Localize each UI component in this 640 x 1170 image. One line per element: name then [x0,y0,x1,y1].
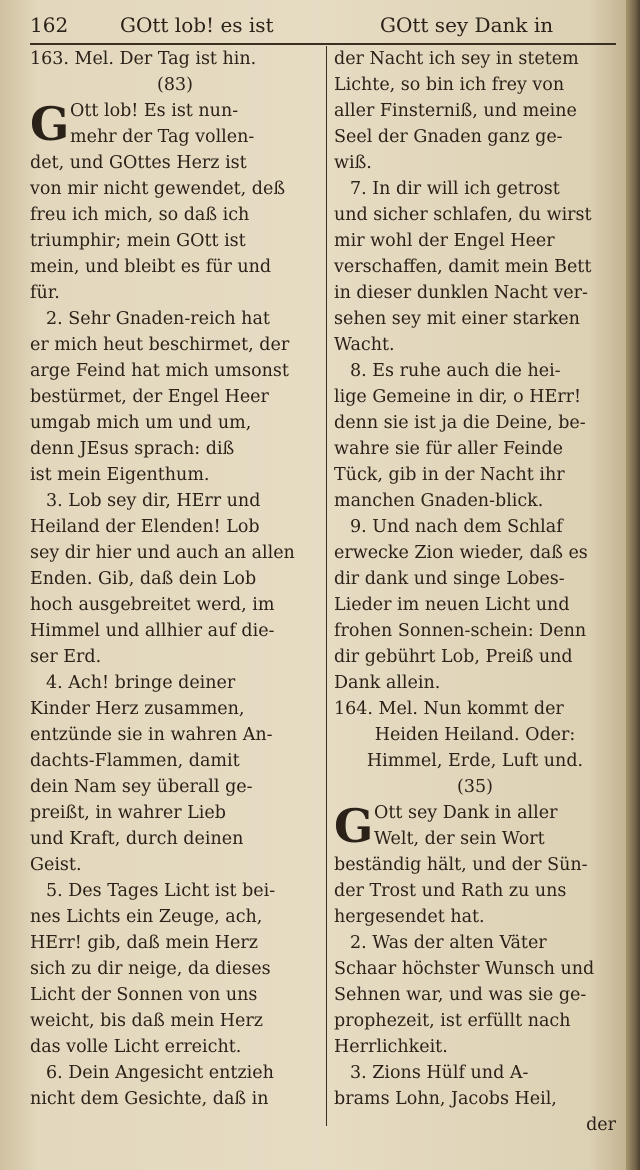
text-line: der Trost und Rath zu uns [334,881,567,901]
hymn-number: (35) [457,777,493,797]
text-line: dir gebührt Lob, Preiß und [334,647,573,667]
text-line: Tück, gib in der Nacht ihr [334,465,565,485]
left-running-head: GOtt lob! es ist [120,13,274,37]
text-line: sich zu dir neige, da dieses [30,959,271,979]
verse-start: 5. Des Tages Licht ist bei- [46,881,276,901]
hymn-heading: 163. Mel. Der Tag ist hin. [30,49,257,69]
text-line: bestürmet, der Engel Heer [30,387,269,407]
verse-start: 6. Dein Angesicht entzieh [46,1063,274,1083]
hymn-heading: 164. Mel. Nun kommt der [334,699,564,719]
page-number: 162 [30,13,69,37]
text-line: brams Lohn, Jacobs Heil, [334,1089,557,1109]
text-line: dachts-Flammen, damit [30,751,240,771]
header-rule [30,43,616,45]
text-line: Schaar höchster Wunsch und [334,959,595,979]
text-line: Welt, der sein Wort [374,829,545,849]
text-line: Enden. Gib, daß dein Lob [30,569,257,589]
text-line: Seel der Gnaden ganz ge- [334,127,563,147]
text-line: wiß. [334,153,372,173]
text-line: arge Feind hat mich umsonst [30,361,289,381]
text-line: weicht, bis daß mein Herz [30,1011,263,1031]
text-line: erwecke Zion wieder, daß es [334,543,588,563]
text-line: Ott lob! Es ist nun- [70,101,239,121]
drop-cap: G [30,97,70,151]
text-line: er mich heut beschirmet, der [30,335,290,355]
text-line: Sehnen war, und was sie ge- [334,985,587,1005]
drop-cap: G [334,799,374,853]
text-line: Licht der Sonnen von uns [30,985,258,1005]
text-line: triumphir; mein GOtt ist [30,231,246,251]
text-line: hoch ausgebreitet werd, im [30,595,275,615]
text-line: mein, und bleibt es für und [30,257,272,277]
text-line: nes Lichts ein Zeuge, ach, [30,907,263,927]
text-line: Dank allein. [334,673,441,693]
text-line: Geist. [30,855,82,875]
text-line: preißt, in wahrer Lieb [30,803,226,823]
hymn-melody: Heiden Heiland. Oder: [374,725,576,745]
page-edge [626,0,640,1170]
text-line: ser Erd. [30,647,102,667]
right-running-head: GOtt sey Dank in [380,13,554,37]
text-line: mir wohl der Engel Heer [334,231,555,251]
hymn-melody: Himmel, Erde, Luft und. [366,751,584,771]
text-line: der Nacht ich sey in stetem [334,49,579,69]
hymn-opening [30,98,320,150]
verse-start: 3. Lob sey dir, HErr und [46,491,261,511]
text-line: in dieser dunklen Nacht ver- [334,283,588,303]
text-line: und sicher schlafen, du wirst [334,205,592,225]
text-line: Ott sey Dank in aller [374,803,558,823]
text-line: frohen Sonnen-schein: Denn [334,621,587,641]
left-column [30,46,320,1112]
verse-start: 9. Und nach dem Schlaf [350,517,563,537]
column-divider [326,46,327,1126]
verse-start: 4. Ach! bringe deiner [46,673,236,693]
text-line: mehr der Tag vollen- [70,127,255,147]
text-line: beständig hält, und der Sün- [334,855,588,875]
text-line: ist mein Eigenthum. [30,465,210,485]
text-line: Himmel und allhier auf die- [30,621,275,641]
text-line: von mir nicht gewendet, deß [30,179,286,199]
verse-start: 7. In dir will ich getrost [350,179,560,199]
text-line: sehen sey mit einer starken [334,309,580,329]
text-line: Lichte, so bin ich frey von [334,75,565,95]
catchword: der [586,1115,616,1135]
text-line: Kinder Herz zusammen, [30,699,245,719]
text-line: Lieder im neuen Licht und [334,595,570,615]
text-line: freu ich mich, so daß ich [30,205,250,225]
text-line: verschaffen, damit mein Bett [334,257,592,277]
text-line: denn sie ist ja die Deine, be- [334,413,586,433]
hymn-opening [334,800,616,852]
text-line: Wacht. [334,335,395,355]
text-line: nicht dem Gesichte, daß in [30,1089,269,1109]
text-line: HErr! gib, daß mein Herz [30,933,258,953]
text-line: denn JEsus sprach: diß [30,439,235,459]
text-line: für. [30,283,60,303]
running-header [30,8,616,42]
verse-start: 8. Es ruhe auch die hei- [350,361,561,381]
text-line: Herrlichkeit. [334,1037,448,1057]
text-line: prophezeit, ist erfüllt nach [334,1011,571,1031]
text-line: sey dir hier und auch an allen [30,543,295,563]
verse-start: 2. Was der alten Väter [350,933,547,953]
text-line: wahre sie für aller Feinde [334,439,564,459]
text-line: manchen Gnaden-blick. [334,491,544,511]
text-line: det, und GOttes Herz ist [30,153,247,173]
text-line: dein Nam sey überall ge- [30,777,253,797]
text-line: aller Finsterniß, und meine [334,101,577,121]
right-column [334,46,616,1138]
text-line: hergesendet hat. [334,907,485,927]
text-line: entzünde sie in wahren An- [30,725,273,745]
verse-start: 3. Zions Hülf und A- [350,1063,529,1083]
text-line: und Kraft, durch deinen [30,829,244,849]
verse-start: 2. Sehr Gnaden-reich hat [46,309,270,329]
text-line: das volle Licht erreicht. [30,1037,242,1057]
text-line: dir dank und singe Lobes- [334,569,565,589]
text-line: umgab mich um und um, [30,413,252,433]
text-line: lige Gemeine in dir, o HErr! [334,387,582,407]
text-line: Heiland der Elenden! Lob [30,517,260,537]
hymn-number: (83) [157,75,193,95]
